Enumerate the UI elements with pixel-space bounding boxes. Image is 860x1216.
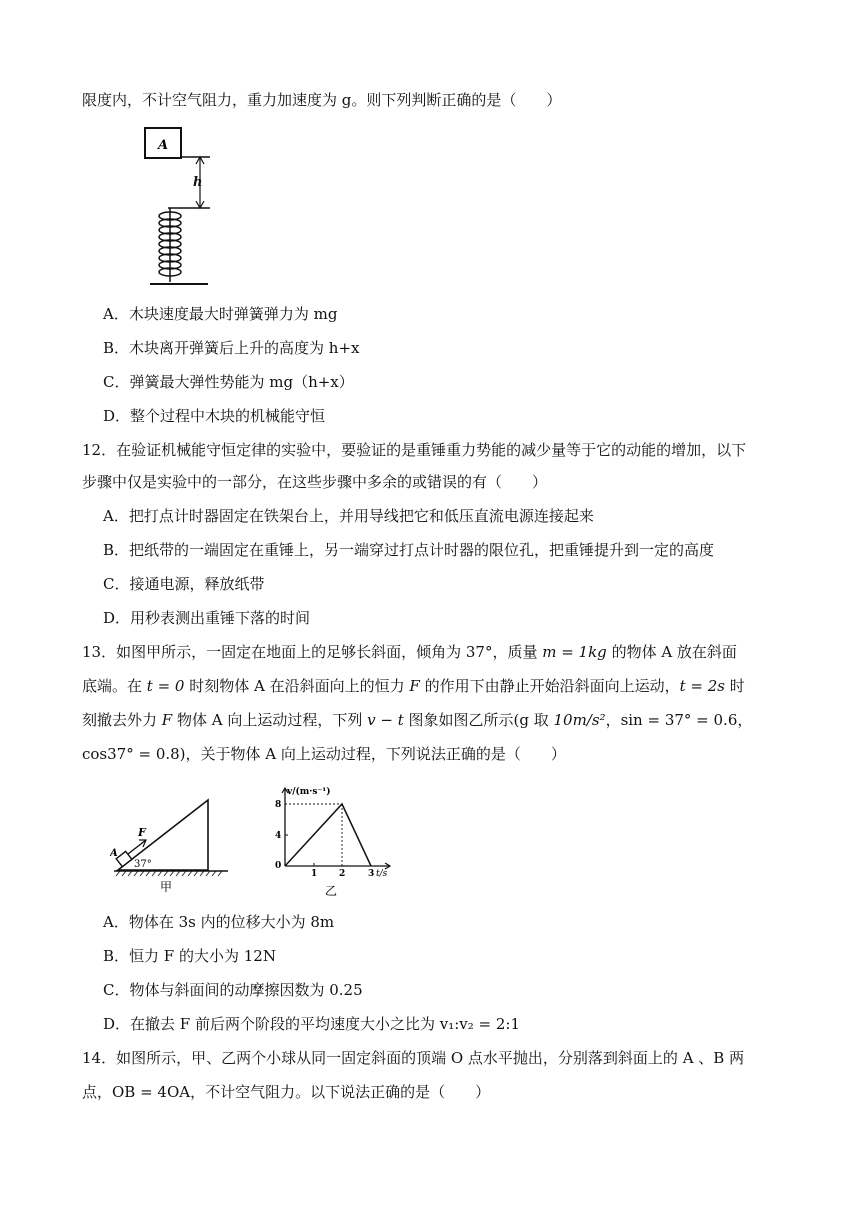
t-axis-label: t/s bbox=[376, 869, 388, 879]
block-label: A bbox=[110, 848, 118, 859]
q13-option-a[interactable]: A．物体在 3s 内的位移大小为 8m bbox=[103, 913, 335, 931]
ytick-4: 4 bbox=[275, 831, 282, 841]
q12-option-c[interactable]: C．接通电源，释放纸带 bbox=[103, 575, 265, 593]
q13-stem-line1: 13．如图甲所示，一固定在地面上的足够长斜面，倾角为 37°，质量 m = 1kg 的物体 A 放在斜面 bbox=[82, 643, 737, 661]
caption-yi: 乙 bbox=[325, 884, 338, 898]
q13-option-d[interactable]: D．在撤去 F 前后两个阶段的平均速度大小之比为 v₁:v₂ = 2:1 bbox=[103, 1015, 521, 1033]
xtick-2: 2 bbox=[339, 869, 346, 879]
force-label: F bbox=[138, 826, 146, 839]
q13-option-c[interactable]: C．物体与斜面间的动摩擦因数为 0.25 bbox=[103, 981, 363, 999]
q12-stem-line2: 步骤中仅是实验中的一部分，在这些步骤中多余的或错误的有（ ） bbox=[82, 473, 548, 491]
vt-line bbox=[285, 804, 371, 866]
block-a-label: A bbox=[158, 138, 169, 153]
height-label: h bbox=[193, 175, 203, 190]
q14-stem-line1: 14．如图所示，甲、乙两个小球从同一固定斜面的顶端 O 点水平抛出，分别落到斜面上的 A 、B 两 bbox=[82, 1049, 745, 1067]
vt-graph-yi bbox=[272, 780, 402, 900]
ytick-0: 0 bbox=[275, 861, 282, 871]
xtick-1: 1 bbox=[311, 869, 318, 879]
q13-stem-line2: 底端。在 t = 0 时刻物体 A 在沿斜面向上的恒力 F 的作用下由静止开始沿斜面向上运动，t = 2s 时 bbox=[82, 677, 745, 695]
v-axis-label: v/(m·s⁻¹) bbox=[287, 787, 331, 797]
q11-option-c[interactable]: C．弹簧最大弹性势能为 mg（h+x） bbox=[103, 373, 354, 391]
caption-jia: 甲 bbox=[160, 880, 173, 894]
q13-stem-line3: 刻撤去外力 F 物体 A 向上运动过程，下列 v − t 图象如图乙所示(g 取 10m/s²，sin = 37° = 0.6， bbox=[82, 711, 753, 729]
q12-option-a[interactable]: A．把打点计时器固定在铁架台上，并用导线把它和低压直流电源连接起来 bbox=[103, 507, 594, 525]
xtick-3: 3 bbox=[368, 869, 375, 879]
q12-option-d[interactable]: D．用秒表测出重锤下落的时间 bbox=[103, 609, 311, 627]
q11-spring-figure bbox=[140, 124, 240, 290]
q11-stem-tail: 限度内，不计空气阻力，重力加速度为 g。则下列判断正确的是（ ） bbox=[82, 91, 562, 109]
q14-stem-line2: 点，OB = 4OA，不计空气阻力。以下说法正确的是（ ） bbox=[82, 1083, 491, 1101]
ytick-8: 8 bbox=[275, 800, 282, 810]
q13-option-b[interactable]: B．恒力 F 的大小为 12N bbox=[103, 947, 276, 965]
incline-figure-jia bbox=[110, 790, 235, 898]
q12-stem-line1: 12．在验证机械能守恒定律的实验中，要验证的是重锤重力势能的减少量等于它的动能的增加，以下 bbox=[82, 441, 747, 459]
q11-option-d[interactable]: D．整个过程中木块的机械能守恒 bbox=[103, 407, 326, 425]
q13-stem-line4: cos37° = 0.8)，关于物体 A 向上运动过程，下列说法正确的是（ ） bbox=[82, 745, 566, 763]
q11-option-a[interactable]: A．木块速度最大时弹簧弹力为 mg bbox=[103, 305, 338, 323]
q12-option-b[interactable]: B．把纸带的一端固定在重锤上，另一端穿过打点计时器的限位孔，把重锤提升到一定的高度 bbox=[103, 541, 715, 559]
angle-label: 37° bbox=[134, 859, 152, 870]
q11-option-b[interactable]: B．木块离开弹簧后上升的高度为 h+x bbox=[103, 339, 360, 357]
